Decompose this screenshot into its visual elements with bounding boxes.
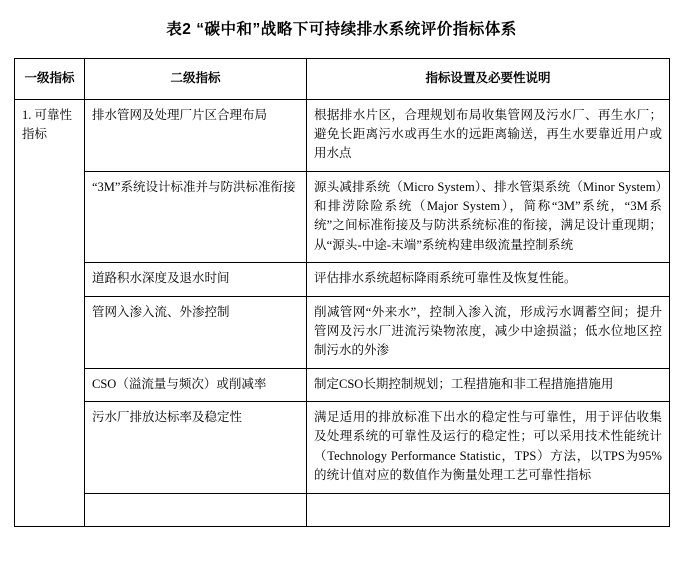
level2-indicator-cell [85, 493, 307, 526]
level2-indicator-cell: 污水厂排放达标率及稳定性 [85, 402, 307, 494]
description-cell [307, 493, 670, 526]
description-cell: 制定CSO长期控制规划；工程措施和非工程措施措施用 [307, 368, 670, 401]
description-cell: 满足适用的排放标准下出水的稳定性与可靠性，用于评估收集及处理系统的可靠性及运行的稳定性；可以采用技术性能统计（Technology Performance Statistic，TPS）方法，以TPS为95%的统计值对应的数值作为衡量处理工艺可靠性指标 [307, 402, 670, 494]
table-row [15, 493, 670, 526]
document-page [0, 20, 683, 587]
level1-indicator-cell: 1. 可靠性指标 [15, 99, 85, 526]
table-row [15, 368, 670, 401]
description-cell: 削减管网“外来水”，控制入渗入流，形成污水调蓄空间；提升管网及污水厂进流污染物浓度，减少中途损溢；低水位地区控制污水的外渗 [307, 296, 670, 368]
level2-indicator-cell: 道路积水深度及退水时间 [85, 263, 307, 296]
table-row [15, 402, 670, 494]
table-row [15, 263, 670, 296]
table-row [15, 296, 670, 368]
column-header-level1: 一级指标 [15, 59, 85, 99]
table-header [15, 59, 670, 99]
level2-indicator-cell: 排水管网及处理厂片区合理布局 [85, 99, 307, 171]
table-body [15, 99, 670, 526]
level2-indicator-cell: CSO（溢流量与频次）或削减率 [85, 368, 307, 401]
description-cell: 评估排水系统超标降雨系统可靠性及恢复性能。 [307, 263, 670, 296]
page-title: 表2 “碳中和”战略下可持续排水系统评价指标体系 [166, 21, 517, 38]
column-header-level2: 二级指标 [85, 59, 307, 99]
table-row [15, 171, 670, 263]
table-header-row [15, 59, 670, 99]
column-header-description: 指标设置及必要性说明 [307, 59, 670, 99]
level2-indicator-cell: 管网入渗入流、外渗控制 [85, 296, 307, 368]
level2-indicator-cell: “3M”系统设计标准并与防洪标准衔接 [85, 171, 307, 263]
description-cell: 根据排水片区，合理规划布局收集管网及污水厂、再生水厂；避免长距离污水或再生水的远距离输送，再生水要靠近用户或用水点 [307, 99, 670, 171]
description-cell: 源头减排系统（Micro System）、排水管渠系统（Minor System）和排涝除险系统（Major System），简称“3M”系统，“3M系统”之间标准衔接及与防洪系统标准的衔接，满足设计重现期；从“源头-中途-末端”系统构建串级流量控制系统 [307, 171, 670, 263]
indicator-table [14, 58, 670, 527]
table-row [15, 99, 670, 171]
